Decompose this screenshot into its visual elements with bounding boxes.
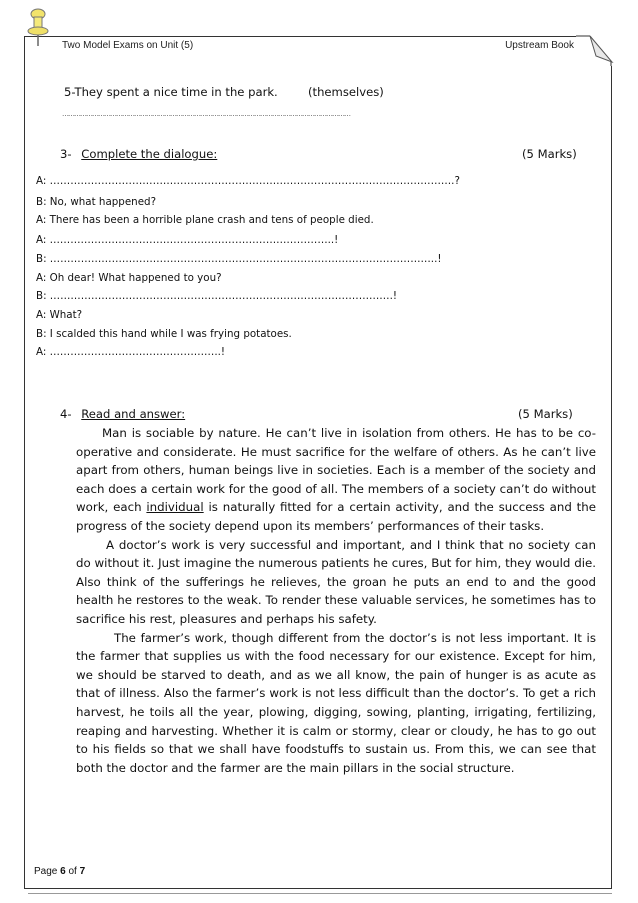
footer-page-number: 6 — [60, 866, 66, 877]
q5-sentence — [64, 85, 278, 99]
page-corner-fold-icon — [576, 32, 616, 66]
section4-marks: (5 Marks) — [518, 407, 573, 421]
section4-number: 4- — [60, 407, 72, 421]
frame-left-border — [24, 36, 25, 888]
q5-hint: (themselves) — [308, 85, 384, 99]
dialogue-line: A: What? — [36, 309, 83, 321]
header-title: Two Model Exams on Unit (5) — [62, 40, 194, 51]
frame-bottom-border — [24, 888, 612, 889]
dialogue-line[interactable]: A: …………………………………………..! — [36, 346, 226, 358]
passage-p1-text-end: is naturally fitted for a certain activity, and the success and the progress of the society depend upon its members’ performances of their tasks. — [76, 500, 596, 533]
passage-paragraph-3: The farmer’s work, though different from the doctor’s is not less important. It is the farmer that supplies us with the food necessary for our existence. Except for him, we should be starved to death, and as we all know, the pain of hunger is as acute as that of illness. Also the farmer’s work is not less difficult than the doctor’s. To get a rich harvest, he toils all the year, plowing, digging, sowing, planting, irrigating, fertilizing, reaping and harvesting. Whether it is calm or stormy, clear or cloudy, he has to go out to his fields so that we shall have foodstuffs to sustain us. From this, we can see that both the doctor and the farmer are the main pillars in the social structure. — [76, 630, 596, 775]
dialogue-line[interactable]: A: ………………………………………………………………………..! — [36, 234, 339, 246]
pushpin-icon — [24, 8, 52, 48]
section4-title: Read and answer: — [81, 407, 186, 421]
footer-page-word: Page — [34, 866, 58, 877]
section3-number: 3- — [60, 147, 72, 161]
section3-heading — [60, 147, 217, 161]
dialogue-line: B: I scalded this hand while I was frying potatoes. — [36, 328, 292, 340]
dialogue-line: A: There has been a horrible plane crash and tens of people died. — [36, 214, 374, 226]
dialogue-line[interactable]: B: ……………………………………………………………………………………….! — [36, 290, 398, 302]
q5-answer-line[interactable]: ……………………………………………………………………………………………………………………………… — [62, 110, 350, 118]
section3-title: Complete the dialogue: — [81, 147, 218, 161]
frame-bottom-shadow — [28, 893, 612, 894]
passage-p1-text: Man is sociable by nature. He can’t live in isolation from others. He has to be co-operative and considerate. He must sacrifice for the welfare of others. As he can’t live apart from others, human beings live in societies. Each is a member of the society and each does a certain work for the good of all. The members of a society can’t do without work, each — [76, 426, 596, 515]
footer-of-word: of — [68, 866, 77, 877]
dialogue-line[interactable]: B: …………………………………………………………………………………………………..! — [36, 253, 442, 265]
header-book: Upstream Book — [505, 40, 574, 51]
section3-marks: (5 Marks) — [522, 147, 577, 161]
passage-paragraph-1 — [76, 424, 596, 536]
frame-right-border — [611, 62, 612, 888]
q5-sentence-text: 5-They spent a nice time in the park. — [64, 85, 278, 99]
section4-heading — [60, 407, 185, 421]
passage-paragraph-2: A doctor’s work is very successful and important, and I think that no society can do without it. Just imagine the numerous patients he cures, But for him, they would die. Also think of the sufferings he relieves, the groan he puts an end to and the good health he restores to the weak. To render these valuable services, he sometimes has to sacrifice his rest, pleasures and perhaps his safety. — [76, 537, 596, 626]
reading-passage — [76, 424, 596, 777]
dialogue-line[interactable]: A: ……………………………………………………………………………………………………….? — [36, 175, 460, 187]
passage-underlined-word: individual — [146, 500, 204, 515]
dialogue-line: A: Oh dear! What happened to you? — [36, 272, 222, 284]
frame-top-border — [24, 36, 590, 37]
footer-total-pages: 7 — [79, 866, 86, 877]
dialogue-line: B: No, what happened? — [36, 196, 157, 208]
page-footer — [34, 866, 85, 877]
